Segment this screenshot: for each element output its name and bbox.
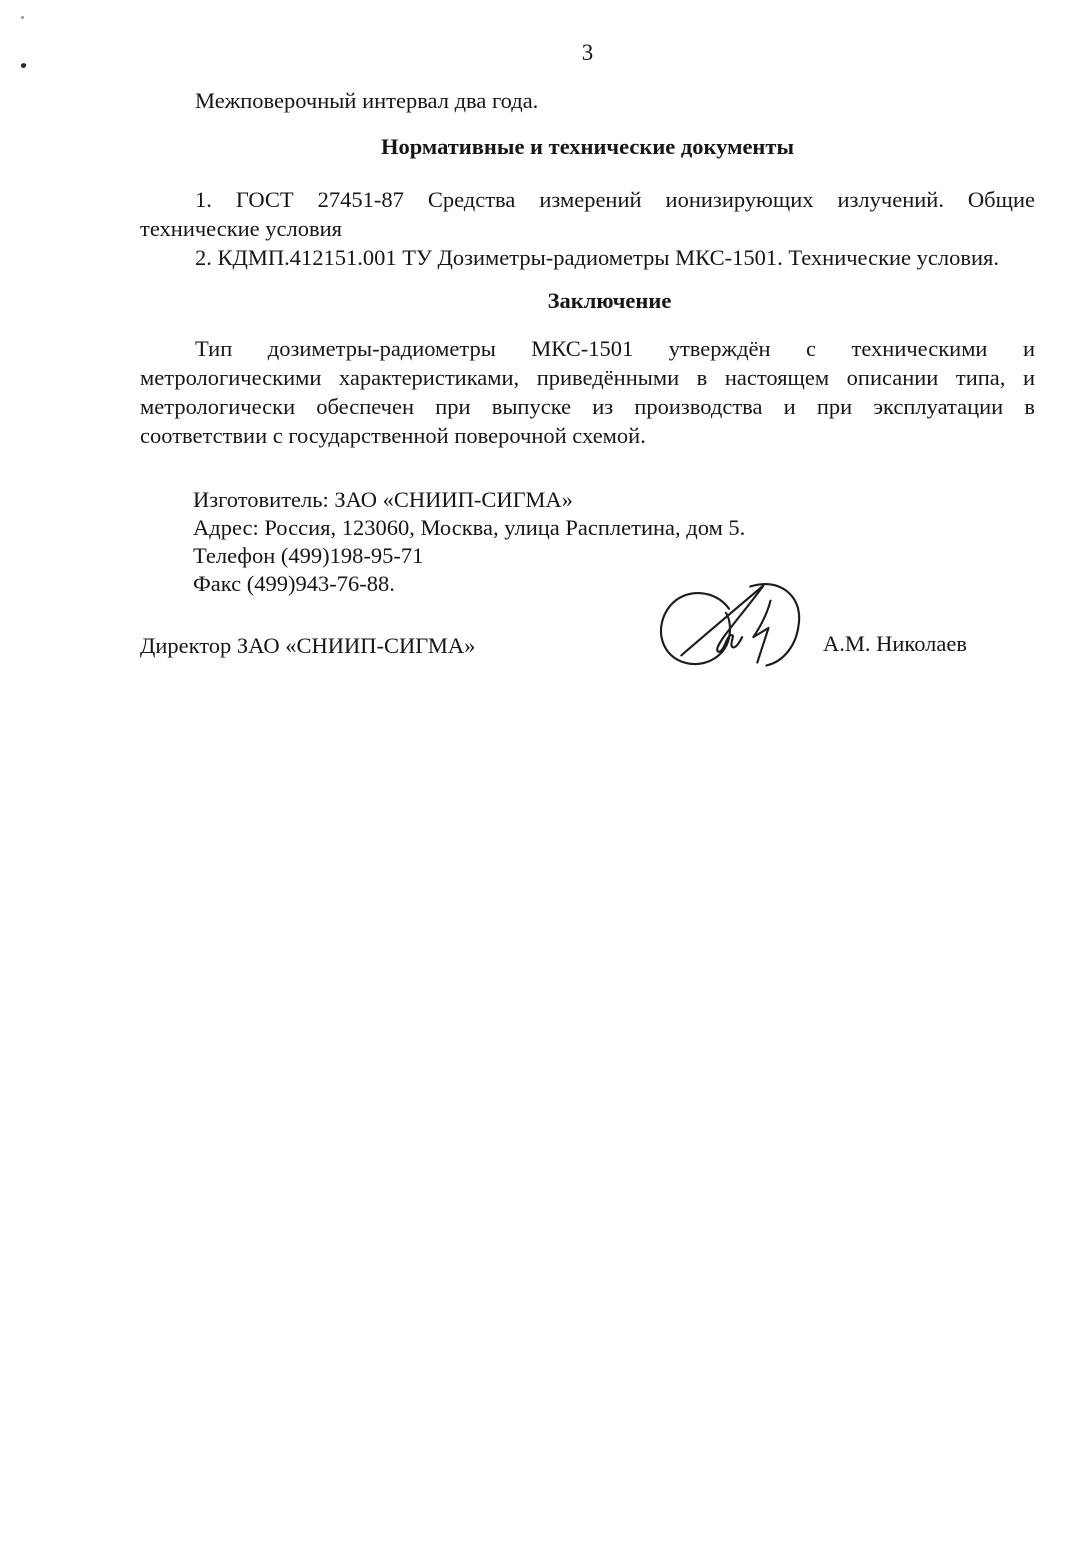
director-name: А.М. Николаев <box>823 631 967 656</box>
page-number: 3 <box>581 40 594 65</box>
normative-item-2: 2. КДМП.412151.001 ТУ Дозиметры-радиометры МКС-1501. Технические условия. <box>195 245 1000 270</box>
normative-item-1-line-1: 1. ГОСТ 27451-87 Средства измерений ионизирующих излучений. Общие <box>195 187 1035 212</box>
scan-artifact-dot <box>21 16 24 19</box>
normative-item-1 <box>140 185 1035 243</box>
conclusion-line-2: метрологическими характеристиками, приведёнными в настоящем описании типа, и <box>140 365 1035 390</box>
conclusion-line-3: метрологически обеспечен при выпуске из производства и при эксплуатации в <box>140 394 1035 419</box>
signature-icon <box>656 578 808 675</box>
manufacturer-phone-line: Телефон (499)198-95-71 <box>193 543 424 568</box>
manufacturer-fax-line: Факс (499)943-76-88. <box>193 571 395 596</box>
manufacturer-name-line: Изготовитель: ЗАО «СНИИП-СИГМА» <box>193 487 573 512</box>
normative-item-1-line-2: технические условия <box>140 216 343 241</box>
section-title-normative-documents: Нормативные и технические документы <box>380 134 795 159</box>
intro-paragraph: Межповерочный интервал два года. <box>195 88 539 113</box>
director-signature <box>656 578 808 675</box>
manufacturer-address-line: Адрес: Россия, 123060, Москва, улица Расплетина, дом 5. <box>193 515 746 540</box>
manufacturer-block <box>140 486 1086 598</box>
conclusion-line-1: Тип дозиметры-радиометры МКС-1501 утверждён с техническими и <box>195 336 1035 361</box>
scan-artifact-dot <box>20 62 27 69</box>
director-title: Директор ЗАО «СНИИП-СИГМА» <box>140 633 476 658</box>
section-title-conclusion: Заключение <box>547 288 672 313</box>
conclusion-line-4: соответствии с государственной поверочной схемой. <box>140 423 646 448</box>
conclusion-paragraph <box>140 334 1035 450</box>
